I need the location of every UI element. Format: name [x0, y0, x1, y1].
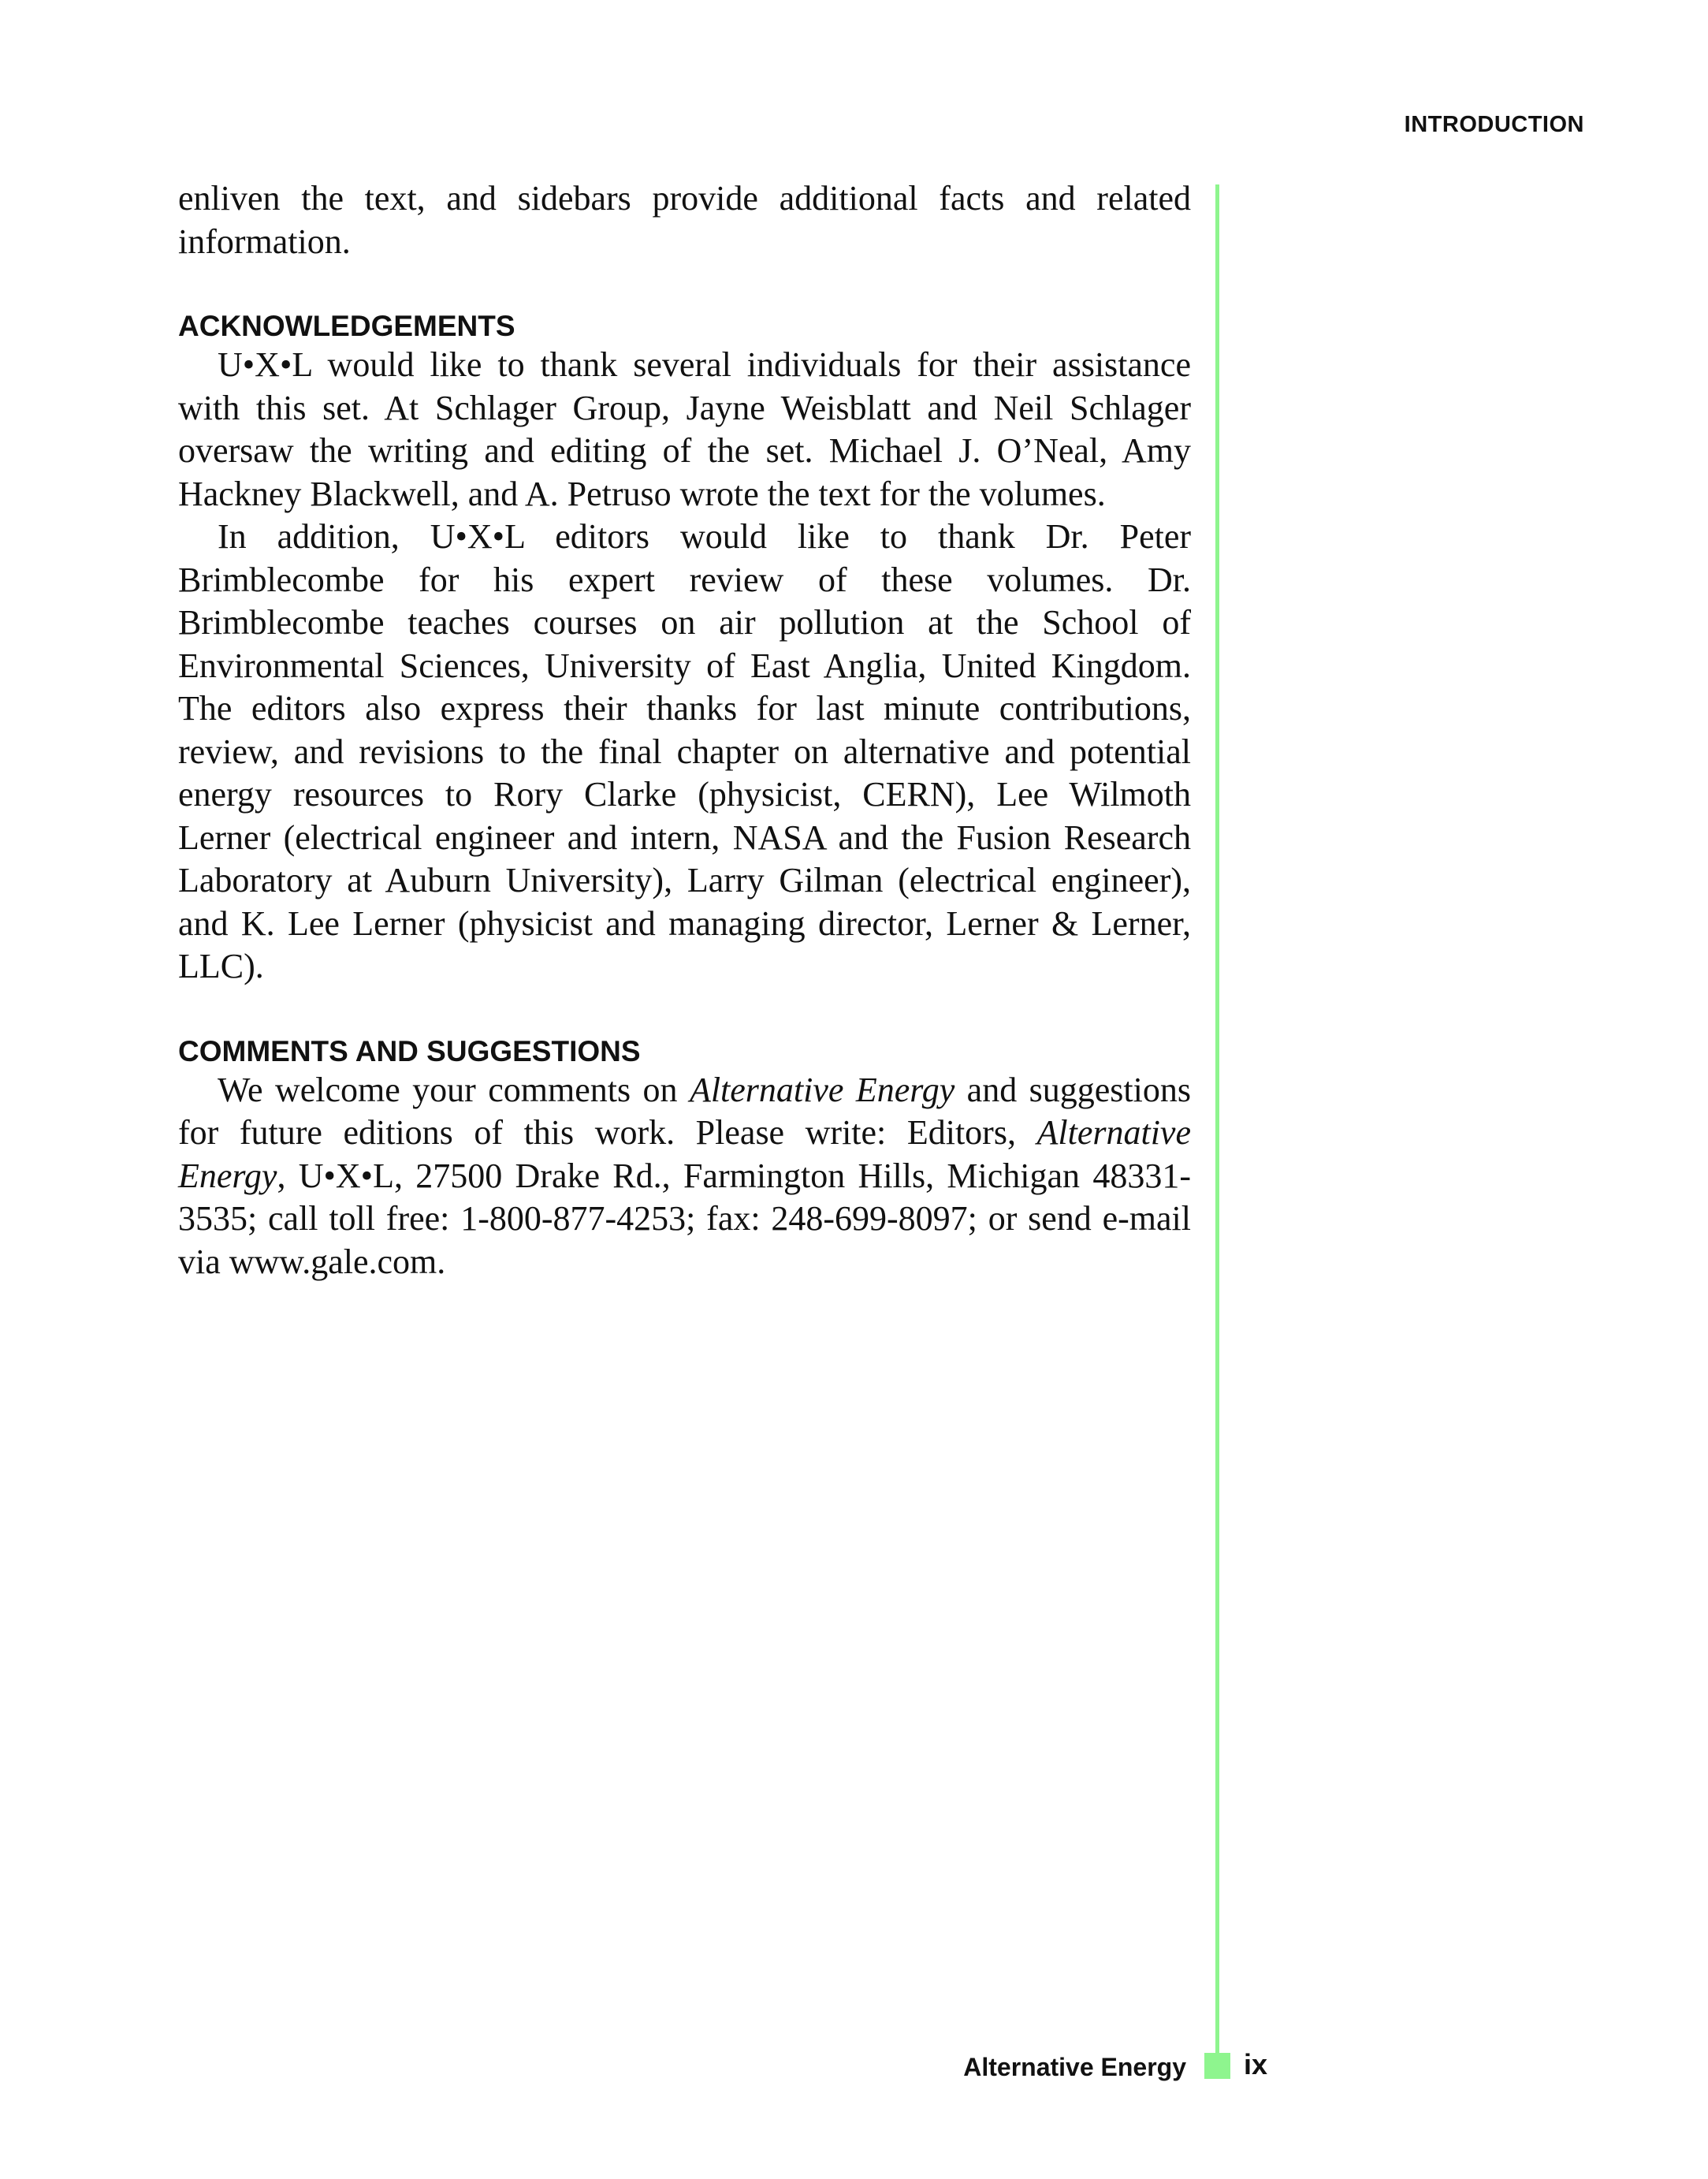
- running-head: INTRODUCTION: [1404, 112, 1584, 137]
- section-gap: [178, 989, 1191, 1034]
- book-title-italic-1: Alternative Energy: [689, 1070, 955, 1109]
- acknowledgements-heading: ACKNOWLEDGEMENTS: [178, 310, 515, 342]
- comments-text-3: , U•X•L, 27500 Drake Rd., Farmington Hills, Michigan 48331-3535; call toll free: 1-800-877-4253; fax: 248-699-8097; or send e-mail via www.gale.com.: [178, 1156, 1191, 1281]
- comments-heading: COMMENTS AND SUGGESTIONS: [178, 1034, 641, 1067]
- book-title-italic-2: Alternative Energy: [178, 1113, 1191, 1195]
- section-gap: [178, 263, 1191, 309]
- comments-paragraph: [178, 1069, 1191, 1284]
- comments-text-2: and suggestions for future editions of this work. Please write: Editors,: [178, 1070, 1191, 1152]
- intro-paragraph-continued: enliven the text, and sidebars provide additional facts and related information.: [178, 179, 1191, 261]
- comments-text-1: We welcome your comments on: [218, 1070, 690, 1109]
- footer-square-icon: [1204, 2053, 1230, 2079]
- acknowledgements-paragraph-1: U•X•L would like to thank several individuals for their assistance with this set. At Schlager Group, Jayne Weisblatt and Neil Schlager oversaw the writing and editing of the set. Michael J. O’Neal, Amy Hackney Blackwell, and A. Petruso wrote the text for the volumes.: [178, 345, 1191, 513]
- footer-book-title: Alternative Energy: [963, 2053, 1186, 2081]
- acknowledgements-paragraph-2: In addition, U•X•L editors would like to thank Dr. Peter Brimblecombe for his expert review of these volumes. Dr. Brimblecombe teaches courses on air pollution at the School of Environmental Sciences, University of East Anglia, United Kingdom. The editors also express their thanks for last minute contributions, review, and revisions to the final chapter on alternative and potential energy resources to Rory Clarke (physicist, CERN), Lee Wilmoth Lerner (electrical engineer and intern, NASA and the Fusion Research Laboratory at Auburn University), Larry Gilman (electrical engineer), and K. Lee Lerner (physicist and managing director, Lerner & Lerner, LLC).: [178, 517, 1191, 985]
- margin-rule: [1215, 184, 1219, 2065]
- page-number: ix: [1244, 2048, 1268, 2080]
- text-column: [178, 177, 1191, 1283]
